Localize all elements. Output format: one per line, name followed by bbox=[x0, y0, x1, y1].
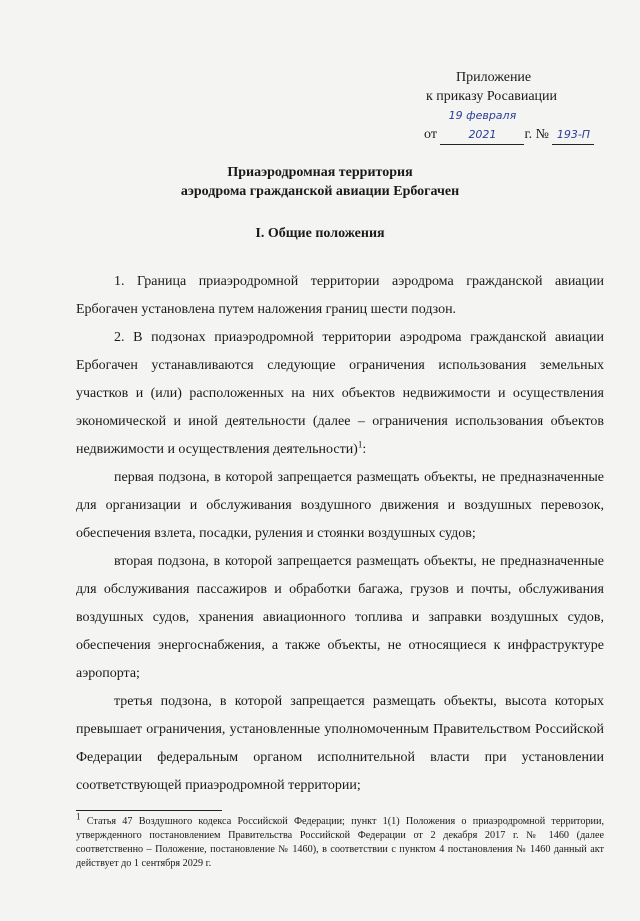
appendix-header bbox=[412, 68, 612, 145]
paragraph-1: 1. Граница приаэродромной территории аэродрома гражданской авиации Ербогачен установлена путем наложения границ шести подзон. bbox=[76, 274, 604, 317]
document-body bbox=[76, 268, 604, 800]
footnote-text: Статья 47 Воздушного кодекса Российской Федерации; пункт 1(1) Положения о приаэродромной территории, утвержденного постановлением Правительства Российской Федерации от 2 декабря 2017 г. № 1460 (далее соответственно – Положение, постановление № 1460), в соответствии с пунктом 4 постановления № 1460 данный акт действует до 1 сентября 2029 г. bbox=[76, 816, 605, 869]
footnote-marker: 1 bbox=[76, 811, 81, 822]
paragraph-2-text: 2. В подзонах приаэродромной территории аэродрома гражданской авиации Ербогачен устанавливаются следующие ограничения использования земельных участков и (или) расположенных на них объектов недвижимости и осуществления экономической и иной деятельности (далее – ограничения использования объектов недвижимости и осуществления деятельности) bbox=[76, 330, 604, 457]
document-title bbox=[0, 163, 640, 201]
section-heading: I. Общие положения bbox=[255, 226, 385, 241]
handwritten-order-number: 193-П bbox=[552, 125, 594, 145]
paragraph-2 bbox=[76, 324, 604, 464]
subzone-1-paragraph: первая подзона, в которой запрещается размещать объекты, не предназначенные для организации и обслуживания воздушного движения и воздушных перевозок, обеспечения взлета, посадки, руления и стоянки воздушных судов; bbox=[76, 470, 604, 541]
date-prefix: от bbox=[424, 127, 437, 142]
subzone-3-paragraph: третья подзона, в которой запрещается размещать объекты, высота которых превышает ограничения, установленные уполномоченным Правительством Российской Федерации федеральным органом исполнительной власти при установлении соответствующей приаэродромной территории; bbox=[76, 694, 604, 793]
title-line-1: Приаэродромная территория bbox=[227, 165, 413, 180]
paragraph-2-colon: : bbox=[362, 442, 367, 457]
appendix-label: Приложение bbox=[456, 70, 532, 85]
title-line-2: аэродрома гражданской авиации Ербогачен bbox=[180, 184, 460, 199]
footnote-separator bbox=[76, 810, 222, 811]
footnote bbox=[76, 811, 605, 871]
footnote-reference: 1 bbox=[357, 439, 363, 450]
order-date-number-line bbox=[412, 106, 612, 145]
date-suffix: г. № bbox=[524, 127, 549, 142]
order-reference: к приказу Росавиации bbox=[426, 89, 558, 104]
handwritten-date: 19 февраля 2021 bbox=[440, 106, 524, 145]
subzone-2-paragraph: вторая подзона, в которой запрещается размещать объекты, не предназначенные для обслуживания пассажиров и обработки багажа, грузов и почты, обслуживания воздушных судов, хранения авиационного топлива и заправки воздушных судов, обеспечения энергоснабжения, а также объекты, не относящиеся к инфраструктуре аэропорта; bbox=[76, 554, 604, 681]
